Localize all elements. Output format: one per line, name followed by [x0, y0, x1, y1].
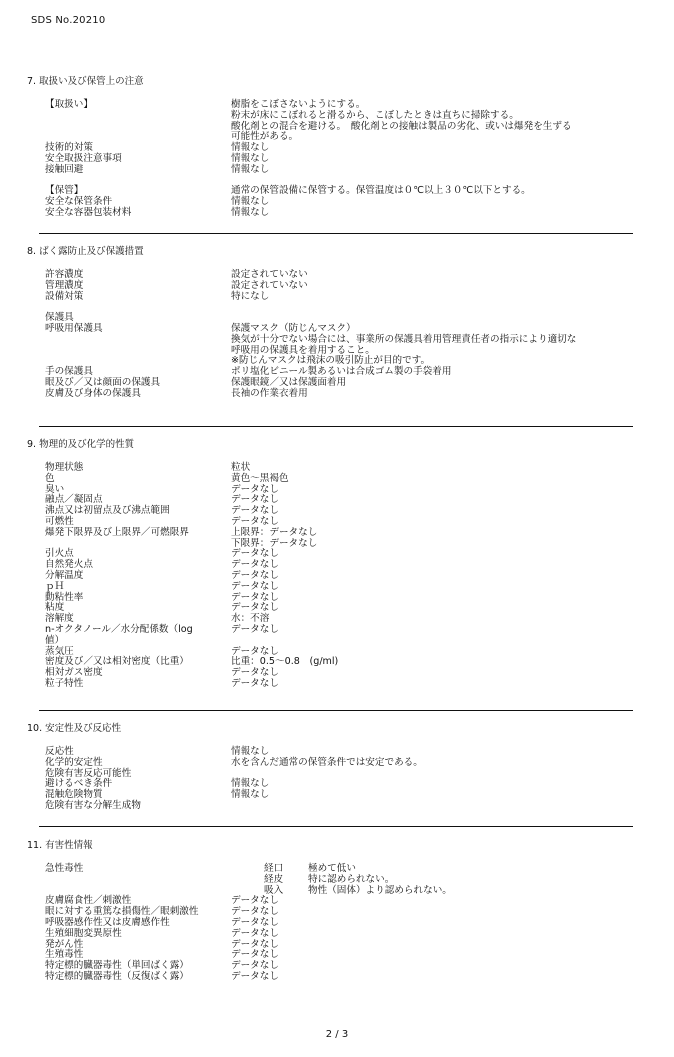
table-row: [27, 679, 637, 690]
row-value: 設定されていない: [231, 279, 308, 291]
acute-toxicity-label: 急性毒性: [45, 863, 84, 874]
storage-value: 通常の保管設備に保管する。保管温度は０℃以上３０℃以下とする。: [231, 185, 531, 197]
row-value: 保護眼鏡／又は保護面着用: [231, 376, 347, 388]
table-row: [27, 603, 637, 614]
row-value: 下限界：データなし: [231, 537, 318, 549]
table-row: [27, 625, 637, 636]
row-label: 管理濃度: [45, 279, 84, 291]
row-value: データなし: [231, 667, 279, 679]
row-value: データなし: [231, 580, 279, 592]
section-10-title: 10. 安定性及び反応性: [27, 723, 122, 734]
row-value: データなし: [231, 645, 279, 657]
row-value: 情報なし: [231, 746, 270, 757]
row-label: 値）: [45, 634, 65, 646]
row-label: 眼及び／又は顔面の保護具: [45, 376, 161, 388]
row-value: 情報なし: [231, 142, 270, 154]
row-value: 情報なし: [231, 206, 270, 218]
row-label: 反応性: [45, 746, 74, 757]
section-9-rows: [27, 463, 637, 690]
row-label: 相対ガス密度: [45, 667, 103, 679]
table-row: [27, 571, 637, 582]
table-row: [27, 165, 637, 176]
section-10: [27, 723, 637, 811]
document-id: SDS No.20210: [31, 15, 106, 26]
handling-line: 酸化剤との混合を避ける。 酸化剤との接触は製品の劣化、或いは爆発を生ずる: [231, 120, 572, 132]
row-label: n-オクタノール／水分配係数（log: [45, 623, 193, 635]
section-11: [27, 840, 637, 982]
row-label: 危険有害反応可能性: [45, 767, 132, 779]
row-label: 手の保護具: [45, 366, 93, 378]
row-value: データなし: [231, 895, 279, 907]
row-value: 粒状: [231, 462, 251, 473]
section-divider: [39, 826, 633, 827]
row-label: 化学的安定性: [45, 756, 103, 768]
section-11-rows: [27, 864, 637, 983]
section-8-title: 8. ばく露防止及び保護措置: [27, 246, 144, 257]
table-row: [27, 485, 637, 496]
row-value: データなし: [231, 505, 279, 517]
respiratory-line: 呼吸用の保護具を着用すること。: [231, 344, 375, 356]
row-label: 密度及び／又は相対密度（比重）: [45, 656, 189, 668]
section-divider: [39, 710, 633, 711]
handling-row: [27, 132, 637, 143]
row-value: データなし: [231, 559, 279, 571]
handling-row: [27, 122, 637, 133]
table-row: [27, 474, 637, 485]
acute-route: 吸入: [264, 884, 284, 896]
row-value: 設定されていない: [231, 269, 308, 280]
table-row: [27, 801, 637, 812]
handling-row: [27, 111, 637, 122]
row-label: 生殖毒性: [45, 949, 84, 961]
row-label: 物理状態: [45, 462, 84, 473]
row-value: データなし: [231, 494, 279, 506]
respiratory-line: 保護マスク（防じんマスク）: [231, 322, 356, 334]
table-row: [27, 208, 637, 219]
table-row: [27, 506, 637, 517]
table-row: [27, 972, 637, 983]
section-11-title: 11. 有害性情報: [27, 840, 93, 851]
section-8: [27, 246, 637, 399]
row-label: 避けるべき条件: [45, 778, 113, 790]
row-label: 設備対策: [45, 290, 84, 302]
row-label: 動粘性率: [45, 591, 84, 603]
section-10-rows: [27, 747, 637, 812]
row-label: 発がん性: [45, 938, 84, 950]
acute-toxicity-row: [27, 875, 637, 886]
row-label: 可燃性: [45, 515, 74, 527]
table-row: [27, 560, 637, 571]
section-divider: [39, 233, 633, 234]
section-9-title: 9. 物理的及び化学的性質: [27, 439, 135, 450]
row-label: 混触危険物質: [45, 789, 103, 801]
row-label: 安全な保管条件: [45, 196, 113, 208]
table-row: [27, 769, 637, 780]
respiratory-label: 呼吸用保護具: [45, 322, 103, 334]
row-label: 爆発下限界及び上限界／可燃限界: [45, 526, 189, 538]
table-row: [27, 292, 637, 303]
section-divider: [39, 426, 633, 427]
table-row: [27, 929, 637, 940]
respiratory-row: [27, 335, 637, 346]
row-value: 特になし: [231, 290, 270, 302]
row-value: 情報なし: [231, 789, 270, 801]
acute-route-value: 極めて低い: [308, 863, 356, 874]
table-row: [27, 779, 637, 790]
table-row: [27, 549, 637, 560]
row-value: データなし: [231, 906, 279, 918]
row-value: データなし: [231, 515, 279, 527]
row-label: 呼吸器感作性又は皮膚感作性: [45, 916, 170, 928]
row-label: 危険有害な分解生成物: [45, 799, 141, 811]
page-number: 2 / 3: [325, 1029, 349, 1040]
acute-route-value: 特に認められない。: [308, 873, 395, 885]
ppe-heading: 保護具: [45, 312, 74, 324]
row-label: 皮膚腐食性／刺激性: [45, 895, 132, 907]
table-row: [27, 657, 637, 668]
row-label: 自然発火点: [45, 559, 93, 571]
acute-route: 経皮: [264, 873, 284, 885]
row-value: データなし: [231, 591, 279, 603]
row-label: 粘度: [45, 602, 65, 614]
row-value: 情報なし: [231, 163, 270, 175]
table-row: [27, 940, 637, 951]
table-row: [27, 154, 637, 165]
row-label: 分解温度: [45, 569, 84, 581]
table-row: [27, 668, 637, 679]
row-label: 安全取扱注意事項: [45, 152, 122, 164]
row-value: 比重：0.5～0.8 (g/ml): [231, 656, 339, 668]
respiratory-line: ※防じんマスクは飛沫の吸引防止が目的です。: [231, 355, 431, 367]
table-row: [27, 636, 637, 647]
table-row: [27, 281, 637, 292]
handling-label: 【取扱い】: [45, 99, 93, 110]
row-label: 特定標的臓器毒性（単回ばく露）: [45, 960, 189, 972]
row-label: 沸点又は初留点及び沸点範囲: [45, 505, 170, 517]
row-label: 溶解度: [45, 613, 74, 625]
table-row: [27, 582, 637, 593]
storage-label: 【保管】: [45, 185, 84, 197]
acute-route-value: 物性（固体）より認められない。: [308, 884, 452, 896]
table-row: [27, 593, 637, 604]
row-label: 皮膚及び身体の保護具: [45, 387, 141, 399]
section-7-title: 7. 取扱い及び保管上の注意: [27, 76, 144, 87]
row-label: 蒸気圧: [45, 645, 74, 657]
table-row: [27, 270, 637, 281]
handling-line: 樹脂をこぼさないようにする。: [231, 99, 366, 110]
row-value: データなし: [231, 483, 279, 495]
row-value: データなし: [231, 927, 279, 939]
row-label: 生殖細胞変異原性: [45, 927, 122, 939]
row-label: 融点／凝固点: [45, 494, 103, 506]
row-value: 水を含んだ通常の保管条件では安定である。: [231, 756, 423, 768]
table-row: [27, 758, 637, 769]
row-label: 眼に対する重篤な損傷性／眼刺激性: [45, 906, 199, 918]
row-value: データなし: [231, 569, 279, 581]
row-value: 黄色～黒褐色: [231, 472, 289, 484]
row-label: 特定標的臓器毒性（反復ばく露）: [45, 970, 189, 982]
row-value: データなし: [231, 960, 279, 972]
row-label: 色: [45, 472, 55, 484]
row-label: 臭い: [45, 483, 65, 495]
acute-route: 経口: [264, 863, 284, 874]
section-7-rows: [27, 100, 637, 219]
row-value: データなし: [231, 949, 279, 961]
handling-line: 粉末が床にこぼれると滑るから、こぼしたときは直ちに掃除する。: [231, 109, 519, 121]
storage-row: [27, 186, 637, 197]
row-value: データなし: [231, 623, 279, 635]
row-value: データなし: [231, 970, 279, 982]
row-label: ｐＨ: [45, 580, 65, 592]
section-9: [27, 439, 637, 689]
row-label: 引火点: [45, 548, 74, 560]
row-value: 情報なし: [231, 152, 270, 164]
table-row: [27, 389, 637, 400]
row-value: 長袖の作業衣着用: [231, 387, 308, 399]
table-row: [27, 528, 637, 539]
row-label: 粒子特性: [45, 677, 84, 689]
table-row: [27, 463, 637, 474]
row-label: 安全な容器包装材料: [45, 206, 132, 218]
row-value: データなし: [231, 602, 279, 614]
respiratory-line: 換気が十分でない場合には、事業所の保護具着用管理責任者の指示により適切な: [231, 333, 577, 345]
row-label: 許容濃度: [45, 269, 84, 280]
table-row: [27, 539, 637, 550]
row-spacer: [27, 302, 637, 313]
section-8-rows: [27, 270, 637, 400]
row-value: データなし: [231, 677, 279, 689]
row-value: 上限界：データなし: [231, 526, 318, 538]
row-label: 技術的対策: [45, 142, 93, 154]
section-7: [27, 76, 637, 218]
row-value: データなし: [231, 916, 279, 928]
row-value: データなし: [231, 548, 279, 560]
row-value: ポリ塩化ビニール製あるいは合成ゴム製の手袋着用: [231, 366, 452, 378]
row-value: 情報なし: [231, 778, 270, 790]
row-value: データなし: [231, 938, 279, 950]
row-label: 接触回避: [45, 163, 84, 175]
row-value: 情報なし: [231, 196, 270, 208]
handling-line: 可能性がある。: [231, 131, 299, 143]
row-value: 水：不溶: [231, 613, 270, 625]
